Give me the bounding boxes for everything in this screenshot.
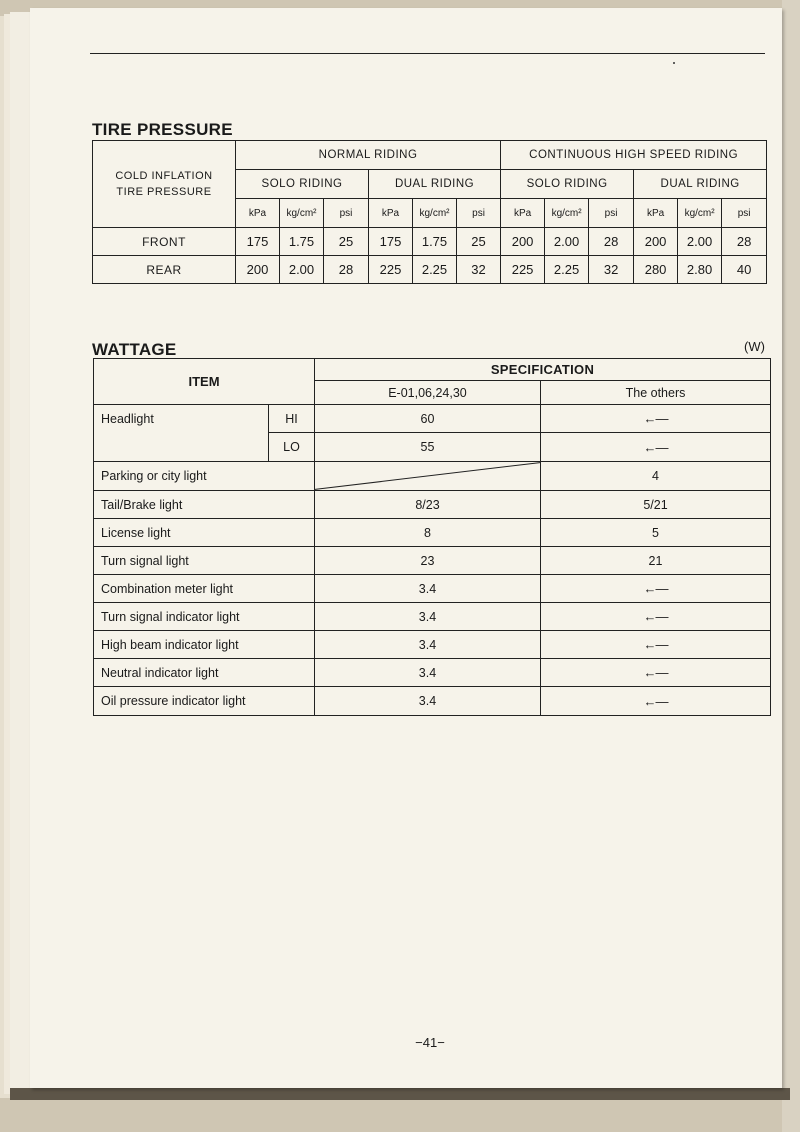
same-as-left-arrow: ←— xyxy=(541,687,771,716)
row-label: Oil pressure indicator light xyxy=(94,687,315,716)
table-cell: 3.4 xyxy=(315,631,541,659)
table-row xyxy=(94,462,771,491)
unit-header: kg/cm² xyxy=(280,199,324,228)
table-cell: 8 xyxy=(315,519,541,547)
row-label-front: FRONT xyxy=(93,228,236,256)
table-cell: 28 xyxy=(722,228,767,256)
cold-inflation-header xyxy=(93,141,236,228)
unit-header: psi xyxy=(324,199,369,228)
subgroup-dual-riding: DUAL RIDING xyxy=(634,170,767,199)
unit-header: kg/cm² xyxy=(413,199,457,228)
same-as-left-arrow: ←— xyxy=(541,631,771,659)
table-row xyxy=(94,687,771,716)
subgroup-solo-riding: SOLO RIDING xyxy=(236,170,369,199)
table-cell: 2.00 xyxy=(678,228,722,256)
row-label: License light xyxy=(94,519,315,547)
unit-header: kPa xyxy=(236,199,280,228)
unit-header: kPa xyxy=(369,199,413,228)
group-high-speed-riding: CONTINUOUS HIGH SPEED RIDING xyxy=(501,141,767,170)
specification-header: SPECIFICATION xyxy=(315,359,771,381)
table-cell: 280 xyxy=(634,256,678,284)
table-cell: 2.80 xyxy=(678,256,722,284)
subgroup-solo-riding: SOLO RIDING xyxy=(501,170,634,199)
table-cell: 4 xyxy=(541,462,771,491)
table-cell: 23 xyxy=(315,547,541,575)
headlight-hi-label: HI xyxy=(269,405,315,433)
table-row xyxy=(94,405,771,433)
table-row xyxy=(94,575,771,603)
headlight-label: Headlight xyxy=(94,405,269,462)
background-strip xyxy=(782,0,800,1132)
same-as-left-arrow: ←— xyxy=(541,575,771,603)
table-cell: 32 xyxy=(589,256,634,284)
group-normal-riding: NORMAL RIDING xyxy=(236,141,501,170)
header-rule xyxy=(90,53,765,54)
spec-column-e01: E-01,06,24,30 xyxy=(315,381,541,405)
tire-pressure-table xyxy=(92,140,767,284)
row-label-rear: REAR xyxy=(93,256,236,284)
table-cell: 5/21 xyxy=(541,491,771,519)
table-cell: 55 xyxy=(315,433,541,462)
table-row xyxy=(94,547,771,575)
table-cell: 60 xyxy=(315,405,541,433)
table-cell: 8/23 xyxy=(315,491,541,519)
same-as-left-arrow: ←— xyxy=(541,659,771,687)
page-bottom-shadow xyxy=(10,1088,790,1100)
spec-column-others: The others xyxy=(541,381,771,405)
table-cell: 32 xyxy=(457,256,501,284)
unit-header: kg/cm² xyxy=(545,199,589,228)
table-row xyxy=(94,631,771,659)
diagonal-slash xyxy=(315,462,540,490)
page-number: −41− xyxy=(415,1035,445,1050)
row-label: Neutral indicator light xyxy=(94,659,315,687)
table-cell: 1.75 xyxy=(280,228,324,256)
table-row xyxy=(94,491,771,519)
table-cell: 40 xyxy=(722,256,767,284)
tire-pressure-title: TIRE PRESSURE xyxy=(92,120,233,139)
unit-header: kPa xyxy=(501,199,545,228)
speck xyxy=(673,62,675,64)
unit-header: psi xyxy=(457,199,501,228)
table-cell: 28 xyxy=(589,228,634,256)
table-cell: 1.75 xyxy=(413,228,457,256)
wattage-title: WATTAGE xyxy=(92,340,177,359)
table-cell: 225 xyxy=(369,256,413,284)
corner-label-line2: TIRE PRESSURE xyxy=(116,186,212,198)
row-label: High beam indicator light xyxy=(94,631,315,659)
same-as-left-arrow: ←— xyxy=(541,603,771,631)
row-label: Turn signal light xyxy=(94,547,315,575)
table-cell: 3.4 xyxy=(315,575,541,603)
table-cell: 2.00 xyxy=(545,228,589,256)
table-cell: 25 xyxy=(324,228,369,256)
table-cell: 2.25 xyxy=(545,256,589,284)
table-row xyxy=(94,659,771,687)
unit-header: psi xyxy=(722,199,767,228)
item-header: ITEM xyxy=(94,359,315,405)
row-label: Parking or city light xyxy=(94,462,315,491)
table-cell: 200 xyxy=(501,228,545,256)
table-cell: 3.4 xyxy=(315,687,541,716)
table-cell: 175 xyxy=(369,228,413,256)
table-cell: 2.00 xyxy=(280,256,324,284)
table-cell: 21 xyxy=(541,547,771,575)
table-cell: 28 xyxy=(324,256,369,284)
headlight-lo-label: LO xyxy=(269,433,315,462)
table-cell: 200 xyxy=(634,228,678,256)
subgroup-dual-riding: DUAL RIDING xyxy=(369,170,501,199)
table-cell: 25 xyxy=(457,228,501,256)
row-label: Turn signal indicator light xyxy=(94,603,315,631)
table-cell: 200 xyxy=(236,256,280,284)
unit-header: kg/cm² xyxy=(678,199,722,228)
table-row xyxy=(94,519,771,547)
table-row xyxy=(93,228,767,256)
wattage-unit: (W) xyxy=(744,339,765,354)
same-as-left-arrow: ←— xyxy=(541,405,771,433)
same-as-left-arrow: ←— xyxy=(541,433,771,462)
wattage-table xyxy=(93,358,771,716)
table-cell: 3.4 xyxy=(315,659,541,687)
unit-header: psi xyxy=(589,199,634,228)
table-cell: 2.25 xyxy=(413,256,457,284)
table-row xyxy=(94,603,771,631)
row-label: Tail/Brake light xyxy=(94,491,315,519)
not-applicable-cell xyxy=(315,462,541,491)
corner-label-line1: COLD INFLATION xyxy=(115,170,213,182)
table-cell: 3.4 xyxy=(315,603,541,631)
row-label: Combination meter light xyxy=(94,575,315,603)
table-row xyxy=(93,256,767,284)
unit-header: kPa xyxy=(634,199,678,228)
table-cell: 5 xyxy=(541,519,771,547)
table-cell: 175 xyxy=(236,228,280,256)
table-cell: 225 xyxy=(501,256,545,284)
